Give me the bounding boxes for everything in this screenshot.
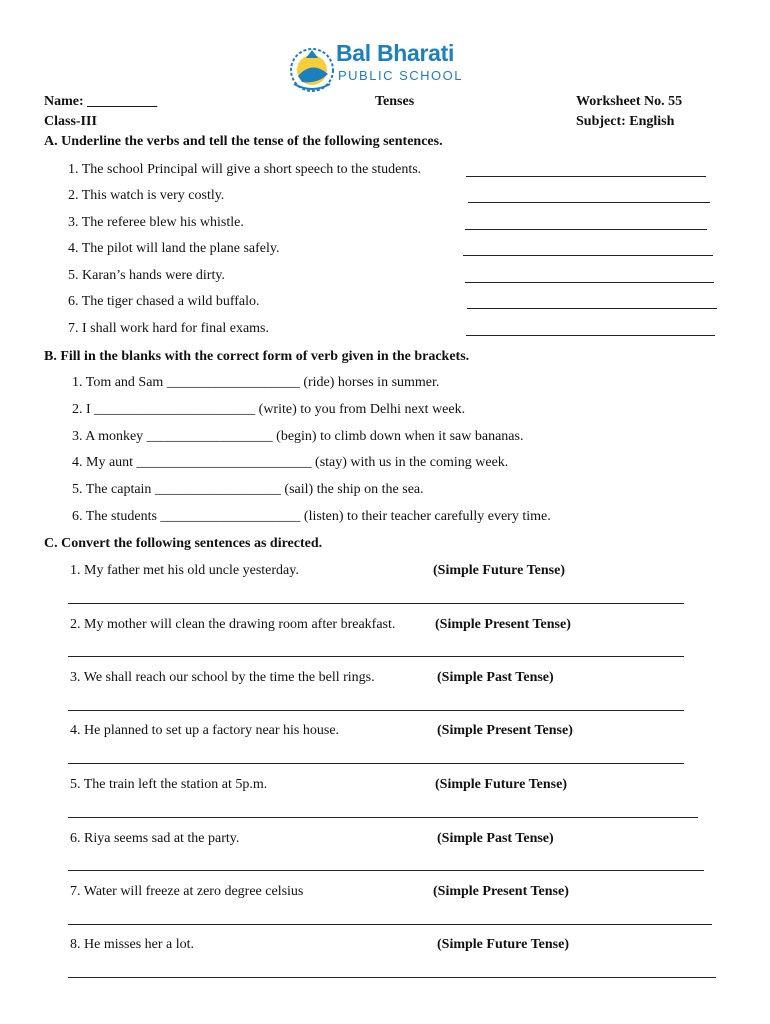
- section-a-item: 5. Karan’s hands were dirty.: [68, 268, 225, 283]
- section-c-direction: (Simple Past Tense): [437, 670, 554, 685]
- answer-line: [68, 763, 684, 764]
- answer-line: [68, 817, 698, 818]
- section-b-item: 6. The students ____________________ (listen) to their teacher carefully every time.: [72, 509, 551, 524]
- section-c-sentence: 5. The train left the station at 5p.m.: [70, 777, 268, 792]
- logo-school-name: Bal Bharati: [336, 40, 455, 66]
- section-c-sentence: 1. My father met his old uncle yesterday.: [70, 563, 299, 578]
- answer-line: [68, 656, 684, 657]
- section-b-heading: B. Fill in the blanks with the correct form of verb given in the brackets.: [44, 349, 470, 364]
- logo-school-subtitle: PUBLIC SCHOOL: [338, 68, 463, 83]
- subject-label: Subject: English: [576, 114, 675, 129]
- section-c-sentence: 6. Riya seems sad at the party.: [70, 831, 240, 846]
- answer-line: [68, 603, 684, 604]
- section-c-sentence: 8. He misses her a lot.: [70, 937, 195, 952]
- answer-line: [68, 977, 716, 978]
- section-a-item: 4. The pilot will land the plane safely.: [68, 241, 280, 256]
- answer-line: [68, 710, 684, 711]
- section-c-direction: (Simple Future Tense): [435, 777, 567, 792]
- section-a-item: 1. The school Principal will give a short speech to the students.: [68, 162, 422, 177]
- section-c-sentence: 7. Water will freeze at zero degree celsius: [70, 884, 304, 899]
- school-logo: [288, 40, 488, 100]
- class-label: Class-III: [44, 114, 97, 129]
- answer-line: [465, 229, 707, 230]
- school-emblem-icon: [288, 40, 336, 100]
- section-a-item: 7. I shall work hard for final exams.: [68, 321, 269, 336]
- answer-line: [465, 282, 714, 283]
- section-b-item: 4. My aunt _________________________ (stay) with us in the coming week.: [72, 455, 509, 470]
- section-c-direction: (Simple Present Tense): [435, 617, 571, 632]
- answer-line: [467, 308, 717, 309]
- section-c-direction: (Simple Present Tense): [433, 884, 569, 899]
- section-a-item: 2. This watch is very costly.: [68, 188, 225, 203]
- section-b-item: 1. Tom and Sam ___________________ (ride) horses in summer.: [72, 375, 440, 390]
- section-a-heading: A. Underline the verbs and tell the tense of the following sentences.: [44, 134, 443, 149]
- worksheet-title: Tenses: [375, 94, 415, 109]
- section-c-direction: (Simple Present Tense): [437, 723, 573, 738]
- answer-line: [68, 870, 704, 871]
- section-c-direction: (Simple Future Tense): [437, 937, 569, 952]
- worksheet-number: Worksheet No. 55: [576, 94, 683, 109]
- section-b-item: 5. The captain __________________ (sail) the ship on the sea.: [72, 482, 424, 497]
- section-b-item: 2. I _______________________ (write) to you from Delhi next week.: [72, 402, 466, 417]
- answer-line: [463, 255, 713, 256]
- section-a-item: 3. The referee blew his whistle.: [68, 215, 244, 230]
- section-c-sentence: 4. He planned to set up a factory near his house.: [70, 723, 340, 738]
- name-field-label: Name: __________: [44, 94, 158, 109]
- section-c-sentence: 3. We shall reach our school by the time the bell rings.: [70, 670, 375, 685]
- section-c-direction: (Simple Future Tense): [433, 563, 565, 578]
- section-c-direction: (Simple Past Tense): [437, 831, 554, 846]
- section-a-item: 6. The tiger chased a wild buffalo.: [68, 294, 260, 309]
- section-b-item: 3. A monkey __________________ (begin) to climb down when it saw bananas.: [72, 429, 524, 444]
- section-c-heading: C. Convert the following sentences as directed.: [44, 536, 323, 551]
- answer-line: [466, 176, 706, 177]
- section-c-sentence: 2. My mother will clean the drawing room after breakfast.: [70, 617, 396, 632]
- answer-line: [68, 924, 712, 925]
- answer-line: [468, 202, 710, 203]
- answer-line: [466, 335, 715, 336]
